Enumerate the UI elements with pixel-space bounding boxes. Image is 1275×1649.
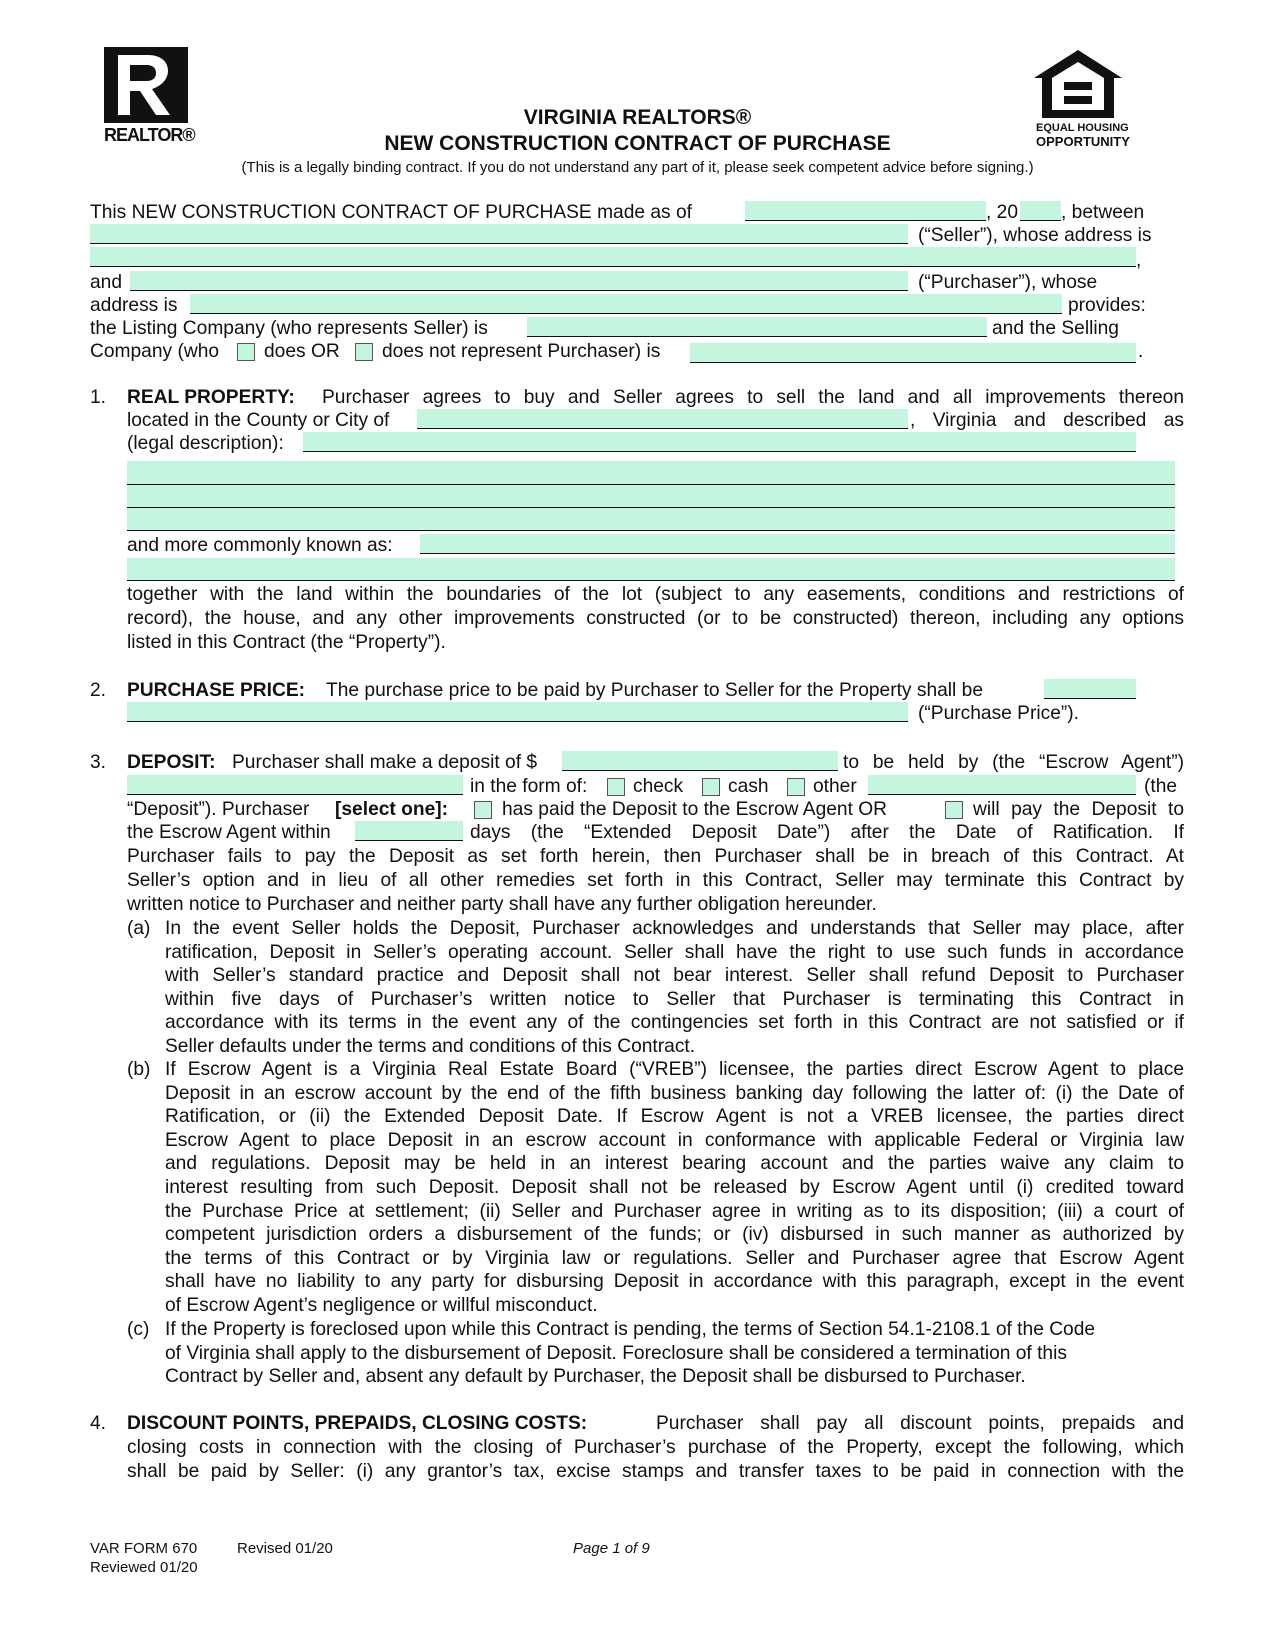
other-form-field[interactable] bbox=[868, 775, 1136, 795]
section-text: located in the County or City of bbox=[127, 410, 390, 431]
subsection-label: (c) bbox=[127, 1319, 150, 1340]
intro-text: and the Selling bbox=[992, 318, 1119, 339]
legal-description-field-1[interactable] bbox=[303, 432, 1136, 452]
paragraph-line: of Escrow Agent’s negligence or willful misconduct. bbox=[165, 1294, 598, 1316]
cash-checkbox[interactable] bbox=[702, 778, 720, 796]
purchaser-name-field[interactable] bbox=[130, 271, 908, 291]
section-heading: DISCOUNT POINTS, PREPAIDS, CLOSING COSTS: bbox=[127, 1413, 588, 1434]
section-text: record), the house, and any other improvements constructed (or to be constructed) thereon, including any options bbox=[127, 608, 1184, 629]
section-number: 1. bbox=[90, 387, 107, 408]
paragraph-line: with Seller’s standard practice and Deposit shall not bear interest. Seller shall refund Deposit to Purchaser bbox=[165, 965, 1184, 987]
contract-date-field[interactable] bbox=[745, 201, 986, 221]
selling-company-field[interactable] bbox=[690, 343, 1136, 363]
section-text: written notice to Purchaser and neither party shall have any further obligation hereunder. bbox=[127, 894, 877, 915]
intro-text: This NEW CONSTRUCTION CONTRACT OF PURCHASE made as of bbox=[90, 202, 692, 223]
paragraph-line: If Escrow Agent is a Virginia Real Estate Board (“VREB”) licensee, the parties direct Escrow Agent to place bbox=[165, 1059, 1184, 1080]
intro-text: does not represent Purchaser) is bbox=[382, 341, 661, 362]
commonly-known-field-1[interactable] bbox=[420, 534, 1175, 554]
contract-year-field[interactable] bbox=[1020, 201, 1061, 221]
intro-text: , bbox=[1136, 250, 1142, 271]
paragraph-line: of Virginia shall apply to the disbursement of Deposit. Foreclosure shall be considered a termination of this bbox=[165, 1342, 1067, 1364]
eho-line2: OPPORTUNITY bbox=[1036, 134, 1130, 149]
commonly-known-field-2[interactable] bbox=[127, 558, 1175, 581]
subsection-label: (a) bbox=[127, 918, 151, 939]
section-text: , Virginia and described as bbox=[910, 410, 1184, 431]
intro-text: (“Seller”), whose address is bbox=[918, 225, 1152, 246]
section-text: The purchase price to be paid by Purchaser to Seller for the Property shall be bbox=[326, 680, 983, 701]
section-text: Purchaser agrees to buy and Seller agrees to sell the land and all improvements thereon bbox=[322, 387, 1184, 408]
footer-reviewed: Reviewed 01/20 bbox=[90, 1559, 198, 1576]
section-text: in the form of: bbox=[470, 776, 588, 797]
intro-text: and bbox=[90, 272, 123, 293]
subsection-c bbox=[165, 1318, 1184, 1389]
paragraph-line: competent jurisdiction orders a disbursement of the funds; or (iv) disbursed in such manner as authorized by bbox=[165, 1224, 1184, 1246]
paragraph-line: Ratification, or (ii) the Extended Deposit Date. If Escrow Agent is not a VREB licensee, the parties direct bbox=[165, 1106, 1184, 1128]
seller-name-field[interactable] bbox=[90, 224, 908, 244]
purchase-price-field-2[interactable] bbox=[127, 702, 908, 722]
section-text: and more commonly known as: bbox=[127, 535, 393, 556]
listing-company-field[interactable] bbox=[527, 317, 987, 337]
intro-text: Company (who bbox=[90, 341, 220, 362]
other-checkbox[interactable] bbox=[787, 778, 805, 796]
section-text: to be held by (the “Escrow Agent”) bbox=[843, 752, 1184, 773]
paragraph-line: Contract by Seller and, absent any default by Purchaser, the Deposit shall be disbursed to Purchaser. bbox=[165, 1366, 1026, 1388]
page-title-2: NEW CONSTRUCTION CONTRACT OF PURCHASE bbox=[384, 132, 891, 155]
subsection-a bbox=[165, 917, 1184, 1059]
paragraph-line: within five days of Purchaser’s written notice to Seller that Purchaser is terminating this Contract in bbox=[165, 988, 1184, 1010]
subsection-b bbox=[165, 1058, 1184, 1318]
county-city-field[interactable] bbox=[417, 409, 908, 429]
section-text: (the bbox=[1144, 776, 1178, 797]
paragraph-line: ratification, Deposit in Seller’s operating account. Seller shall have the right to use such funds in accordance bbox=[165, 941, 1184, 963]
section-text: shall be paid by Seller: (i) any grantor’s tax, excise stamps and transfer taxes to be paid in connection with the bbox=[127, 1461, 1184, 1482]
paragraph-line: the Purchase Price at settlement; (ii) Seller and Purchaser agree in writing as to its disposition; (iii) a court of bbox=[165, 1200, 1184, 1222]
intro-text: . bbox=[1138, 341, 1144, 362]
section-text: closing costs in connection with the closing of Purchaser’s purchase of the Property, except the following, which bbox=[127, 1437, 1184, 1458]
will-pay-checkbox[interactable] bbox=[945, 801, 963, 819]
paragraph-line: the terms of this Contract or by Virginia law or regulations. Seller and Purchaser agree that Escrow Agent bbox=[165, 1247, 1184, 1269]
section-heading: REAL PROPERTY: bbox=[127, 387, 295, 408]
paragraph-line: In the event Seller holds the Deposit, Purchaser acknowledges and understands that Seller may place, after bbox=[165, 918, 1184, 939]
section-number: 3. bbox=[90, 752, 107, 773]
section-text: (legal description): bbox=[127, 433, 284, 454]
section-text: the Escrow Agent within bbox=[127, 822, 331, 843]
section-text: listed in this Contract (the “Property”). bbox=[127, 632, 446, 653]
legal-description-field-3[interactable] bbox=[127, 485, 1175, 508]
intro-text: , between bbox=[1061, 202, 1145, 223]
subsection-label: (b) bbox=[127, 1059, 151, 1080]
paragraph-line: accordance with its terms in the event any of the contingencies set forth in this Contract are not satisfied or if bbox=[165, 1012, 1184, 1034]
legal-description-field-2[interactable] bbox=[127, 461, 1175, 485]
paragraph-line: If the Property is foreclosed upon while this Contract is pending, the terms of Section 54.1-2108.1 of the Code bbox=[165, 1319, 1096, 1340]
section-text: Seller’s option and in lieu of all other remedies set forth in this Contract, Seller may terminate this Contract by bbox=[127, 870, 1184, 891]
section-text: Purchaser shall make a deposit of $ bbox=[232, 752, 538, 773]
section-text: (“Purchase Price”). bbox=[918, 703, 1079, 724]
purchaser-address-field[interactable] bbox=[190, 294, 1062, 314]
does-not-represent-checkbox[interactable] bbox=[355, 343, 373, 361]
does-represent-checkbox[interactable] bbox=[237, 343, 255, 361]
paragraph-line: Deposit in an escrow account by the end of the fifth business banking day following the latter of: (i) the Date of bbox=[165, 1082, 1184, 1104]
section-number: 2. bbox=[90, 680, 107, 701]
section-text: Purchaser fails to pay the Deposit as set forth herein, then Purchaser shall be in breach of this Contract. At bbox=[127, 846, 1184, 867]
footer-revised: Revised 01/20 bbox=[237, 1540, 333, 1557]
section-text: “Deposit”). Purchaser bbox=[127, 799, 310, 820]
deposit-days-field[interactable] bbox=[355, 821, 463, 841]
section-text: will pay the Deposit to bbox=[973, 799, 1184, 820]
section-text: [select one]: bbox=[335, 799, 449, 820]
page-subtitle: (This is a legally binding contract. If you do not understand any part of it, please seek competent advice before signing.) bbox=[241, 159, 1034, 176]
page-title: VIRGINIA REALTORS® bbox=[523, 106, 752, 129]
section-text: check bbox=[633, 776, 684, 797]
intro-text: address is bbox=[90, 295, 178, 316]
paragraph-line: and regulations. Deposit may be held in an interest bearing account and the parties waive any claim to bbox=[165, 1153, 1184, 1175]
realtor-logo-text: REALTOR® bbox=[104, 125, 195, 145]
section-text: days (the “Extended Deposit Date”) after the Date of Ratification. If bbox=[470, 822, 1184, 843]
eho-line1: EQUAL HOUSING bbox=[1036, 122, 1129, 134]
section-heading: DEPOSIT: bbox=[127, 752, 216, 773]
intro-text: , 20 bbox=[986, 202, 1019, 223]
section-text: together with the land within the boundaries of the lot (subject to any easements, conditions and restrictions of bbox=[127, 584, 1184, 605]
intro-text: provides: bbox=[1068, 295, 1146, 316]
paragraph-line: Escrow Agent to place Deposit in an escrow account in conformance with applicable Federal or Virginia law bbox=[165, 1129, 1184, 1151]
intro-text: does OR bbox=[264, 341, 340, 362]
section-text: cash bbox=[728, 776, 769, 797]
section-text: Purchaser shall pay all discount points, prepaids and bbox=[656, 1413, 1184, 1434]
paragraph-line: interest resulting from such Deposit. Deposit shall not be released by Escrow Agent until (i) credited toward bbox=[165, 1176, 1184, 1198]
intro-text: (“Purchaser”), whose bbox=[918, 272, 1098, 293]
section-text: other bbox=[813, 776, 857, 797]
purchase-price-field-1[interactable] bbox=[1044, 679, 1136, 699]
footer-form-number: VAR FORM 670 bbox=[90, 1540, 198, 1557]
check-checkbox[interactable] bbox=[607, 778, 625, 796]
seller-address-field[interactable] bbox=[90, 247, 1136, 267]
has-paid-checkbox[interactable] bbox=[474, 801, 492, 819]
legal-description-field-4[interactable] bbox=[127, 508, 1175, 531]
deposit-amount-field[interactable] bbox=[562, 751, 838, 771]
intro-text: the Listing Company (who represents Seller) is bbox=[90, 318, 488, 339]
section-text: has paid the Deposit to the Escrow Agent OR bbox=[502, 799, 888, 820]
paragraph-line: Seller defaults under the terms and conditions of this Contract. bbox=[165, 1035, 696, 1057]
section-number: 4. bbox=[90, 1413, 107, 1434]
paragraph-line: shall have no liability to any party for disbursing Deposit in accordance with this paragraph, except in the event bbox=[165, 1271, 1184, 1293]
page-number: Page 1 of 9 bbox=[573, 1540, 650, 1557]
escrow-agent-field[interactable] bbox=[127, 775, 463, 795]
section-heading: PURCHASE PRICE: bbox=[127, 680, 306, 701]
